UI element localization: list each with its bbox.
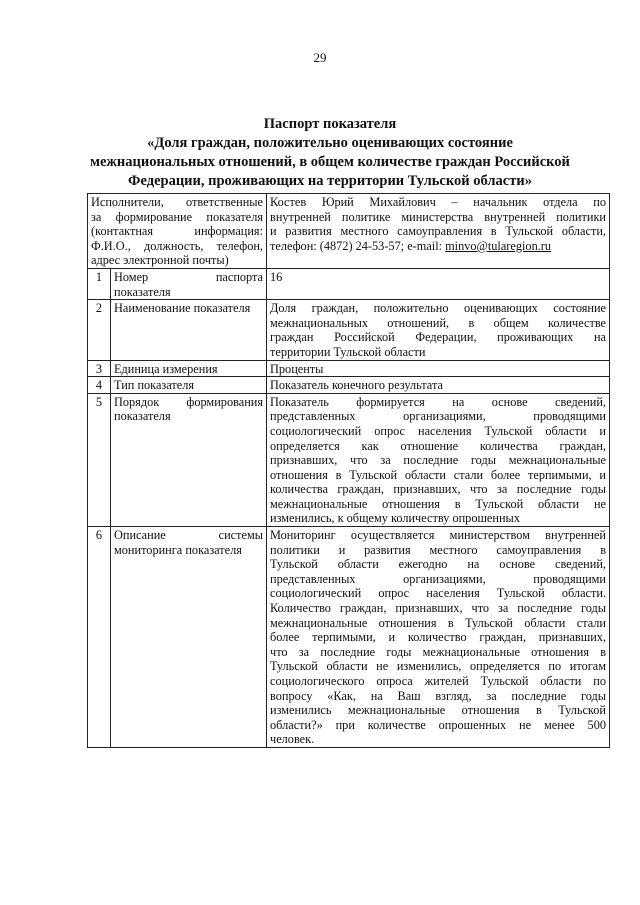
value-line: более терпимыми, и количество граждан, признавших, [270, 630, 607, 645]
title-line: межнациональных отношений, в общем количестве граждан Российской [90, 154, 570, 170]
executors-value [267, 194, 610, 269]
document-title [80, 115, 580, 191]
email-link[interactable]: minvo@tularegion.ru [445, 238, 552, 253]
row-value [267, 300, 610, 360]
value-line: Костев Юрий Михайлович – начальник отдела по [270, 195, 607, 209]
row-label [111, 268, 267, 299]
label-line: Единица измерения [114, 361, 218, 376]
row-5 [88, 393, 610, 526]
phone-text: телефон: (4872) 24-53-57; e-mail: [270, 238, 446, 253]
value-line: что за последние годы межнациональные отношения в [270, 644, 607, 659]
row-label [111, 393, 267, 526]
value-line: признавших, что за последние годы межнациональные [270, 453, 607, 468]
row-label [111, 300, 267, 360]
value-line: социологический опрос населения Тульской области. [270, 586, 607, 601]
value-line: вопросу «Как, на Ваш взгляд, за последние годы [270, 688, 607, 703]
value-line: изменились, к общему количеству опрошенных [270, 511, 520, 526]
value-line: Показатель формируется на основе сведений, [270, 394, 607, 409]
title-line: Федерации, проживающих на территории Тульской области» [128, 173, 532, 189]
value-line: количества граждан, признавших, что за последние годы [270, 482, 607, 497]
label-line: (контактная информация: [91, 224, 264, 239]
row-label [111, 360, 267, 377]
value-line: территории Тульской области [270, 344, 426, 359]
value-line: изменились межнациональные отношения в Тульской [270, 703, 607, 718]
value-line: Проценты [270, 361, 324, 376]
passport-table [87, 193, 610, 748]
label-line: показателя [114, 284, 171, 299]
row-6 [88, 527, 610, 748]
value-line: граждан Российской Федерации, проживающих на [270, 330, 607, 345]
row-number: 2 [88, 300, 111, 360]
row-value [267, 393, 610, 526]
row-number: 6 [88, 527, 111, 748]
label-line: Описание системы [114, 528, 264, 543]
title-line: Паспорт показателя [263, 116, 397, 132]
label-line: мониторинга показателя [114, 542, 242, 557]
row-value [267, 360, 610, 377]
row-3 [88, 360, 610, 377]
value-line: внутренней политике министерства внутренней политики [270, 209, 607, 224]
label-line: показателя [114, 409, 171, 424]
label-line: Порядок формирования [114, 394, 264, 409]
value-line: области?» при количестве опрошенных не менее 500 [270, 717, 607, 732]
value-line: Количество граждан, признавших, что за последние годы [270, 601, 607, 616]
label-line: адрес электронной почты) [91, 253, 229, 268]
row-value [267, 527, 610, 748]
label-line: за формирование показателя [91, 209, 264, 224]
row-number: 3 [88, 360, 111, 377]
row-value [267, 268, 610, 299]
value-line: представленных организациями, проводящими [270, 409, 607, 424]
executors-label [88, 194, 267, 269]
value-line: 16 [270, 269, 283, 284]
value-line: политики и развития местного самоуправления в [270, 542, 607, 557]
value-line: и развития местного самоуправления в Тульской области, [270, 224, 607, 239]
label-line: Исполнители, ответственные [91, 195, 264, 209]
label-line: Тип показателя [114, 378, 195, 393]
label-line: Наименование показателя [114, 301, 251, 316]
row-2 [88, 300, 610, 360]
row-number: 4 [88, 377, 111, 394]
label-line: Ф.И.О., должность, телефон, [91, 238, 264, 253]
value-line: Тульской области ежегодно на основе сведений, [270, 557, 607, 572]
row-1 [88, 268, 610, 299]
label-line: Номер паспорта [114, 269, 264, 284]
value-line: отношения в Тульской области стали более терпимыми, и [270, 467, 607, 482]
value-line: социологический опрос населения Тульской области и [270, 423, 607, 438]
value-line: социологического опроса жителей Тульской области по [270, 674, 607, 688]
value-line: определяется как отношение количества граждан, [270, 438, 607, 453]
value-line: Мониторинг осуществляется министерством внутренней [270, 528, 607, 543]
value-line: представленных организациями, проводящими [270, 571, 607, 586]
value-line: Доля граждан, положительно оценивающих состояние [270, 301, 607, 316]
contact-line [270, 239, 606, 254]
executors-row [88, 194, 610, 269]
row-number: 5 [88, 393, 111, 526]
row-label [111, 527, 267, 748]
row-label [111, 377, 267, 394]
value-line: межнациональных отношений, в общем количестве [270, 315, 607, 330]
value-line: Показатель конечного результата [270, 378, 443, 393]
row-number: 1 [88, 268, 111, 299]
value-line: человек. [270, 732, 315, 747]
title-line: «Доля граждан, положительно оценивающих состояние [147, 135, 513, 151]
page-number: 29 [313, 50, 327, 65]
row-4 [88, 377, 610, 394]
row-value [267, 377, 610, 394]
value-line: межнациональные отношения в Тульской области не [270, 496, 607, 511]
value-line: Тульской области не изменились, определяется по итогам [270, 659, 607, 674]
value-line: межнациональные отношения в Тульской области стали [270, 615, 607, 630]
